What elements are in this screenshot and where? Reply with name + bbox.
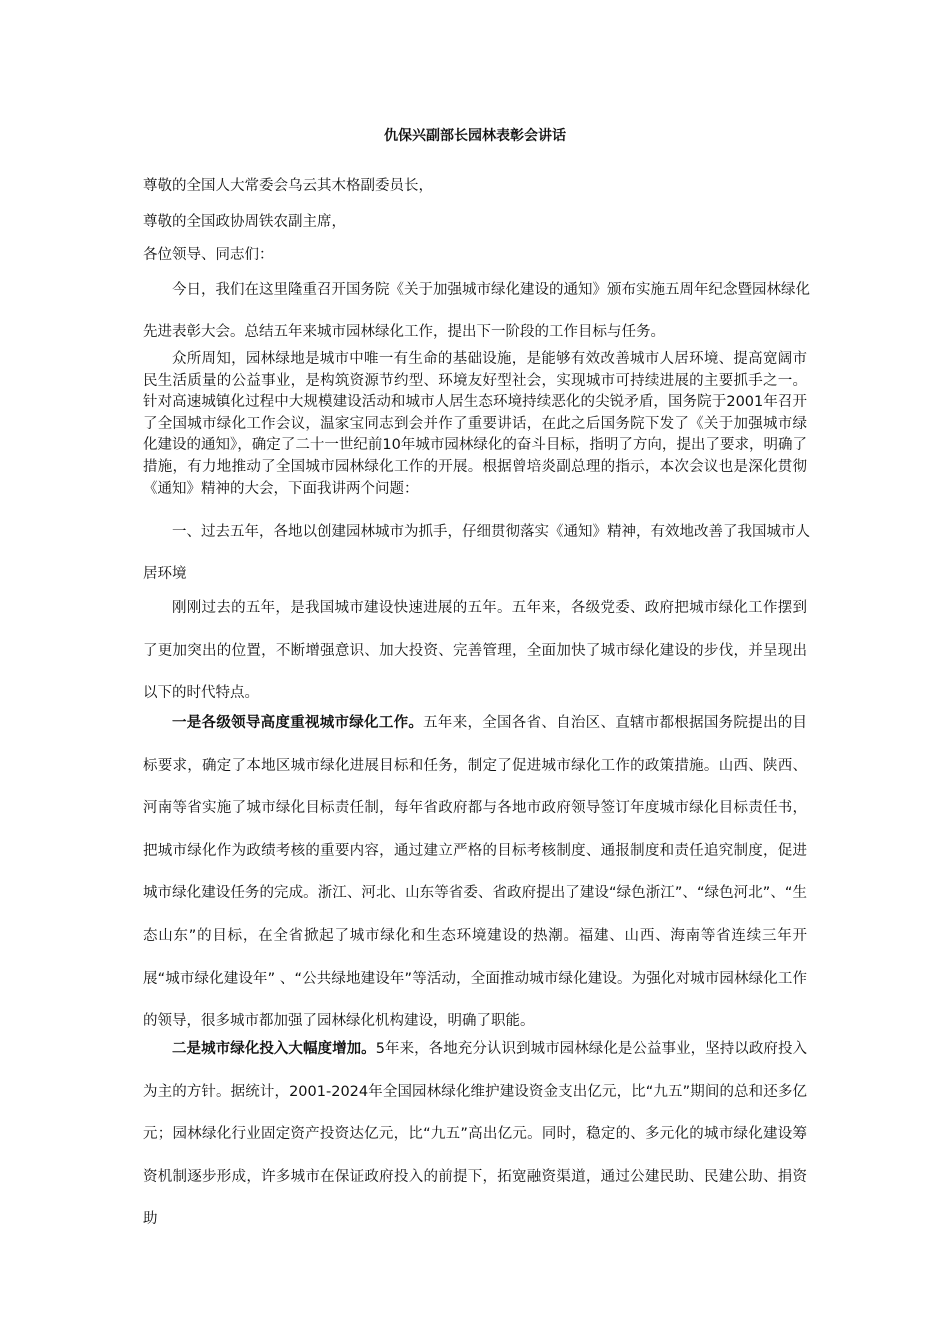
intro-line: 先进表彰大会。总结五年来城市园林绿化工作，提出下一阶段的工作目标与任务。 (143, 324, 665, 340)
point-two-paragraph (143, 1028, 807, 1241)
salutation-line: 尊敬的全国政协周铁农副主席， (143, 214, 346, 230)
past-five-years-paragraph: 刚刚过去的五年，是我国城市建设快速进展的五年。五年来，各级党委、政府把城市绿化工作摆到了更加突出的位置，不断增强意识、加大投资、完善管理，全面加快了城市绿化建设的步伐，并呈现出以下的时代特点。 (143, 600, 807, 702)
document-title: 仇保兴副部长园林表彰会讲话 (384, 128, 566, 144)
point-one-text: 五年来，全国各省、自治区、直辖市都根据国务院提出的目标要求，确定了本地区城市绿化进展目标和任务，制定了促进城市绿化工作的政策措施。山西、陕西、河南等省实施了城市绿化目标责任制，每年省政府都与各地市政府领导签订年度城市绿化目标责任书，把城市绿化作为政绩考核的重要内容，通过建立严格的目标考核制度、通报制度和责任追究制度，促进城市绿化建设任务的完成。浙江、河北、山东等省委、省政府提出了建设“绿色浙江”、“绿色河北”、“生态山东”的目标，在全省掀起了城市绿化和生态环境建设的热潮。福建、山西、海南等省连续三年开展“城市绿化建设年” 、“公共绿地建设年”等活动，全面推动城市绿化建设。为强化对城市园林绿化工作的领导，很多城市都加强了园林绿化机构建设，明确了职能。 (143, 715, 807, 1030)
point-two-lead: 二是城市绿化投入大幅度增加。 (172, 1041, 376, 1057)
intro-line: 今日，我们在这里隆重召开国务院《关于加强城市绿化建设的通知》颁布实施五周年纪念暨园林绿化 (172, 282, 810, 298)
salutation-line: 各位领导、同志们： (143, 247, 274, 263)
point-one-lead: 一是各级领导高度重视城市绿化工作。 (172, 715, 424, 731)
salutation-line: 尊敬的全国人大常委会乌云其木格副委员长， (143, 178, 433, 194)
point-one-paragraph (143, 702, 807, 1043)
section-heading-line: 居环境 (143, 566, 187, 582)
section-heading-line: 一、过去五年，各地以创建园林城市为抓手，仔细贯彻落实《通知》精神，有效地改善了我国城市人 (172, 524, 810, 540)
background-paragraph: 众所周知，园林绿地是城市中唯一有生命的基础设施，是能够有效改善城市人居环境、提高宽阔市民生活质量的公益事业，是构筑资源节约型、环境友好型社会，实现城市可持续进展的主要抓手之一。针对高速城镇化过程中大规模建设活动和城市人居生态环境持续恶化的尖锐矛盾，国务院于2001年召开了全国城市绿化工作会议，温家宝同志到会并作了重要讲话，在此之后国务院下发了《关于加强城市绿化建设的通知》，确定了二十一世纪前10年城市园林绿化的奋斗目标，指明了方向，提出了要求，明确了措施，有力地推动了全国城市园林绿化工作的开展。根据曾培炎副总理的指示，本次会议也是深化贯彻《通知》精神的大会，下面我讲两个问题： (143, 351, 807, 497)
point-two-text: 5年来，各地充分认识到城市园林绿化是公益事业，坚持以政府投入为主的方针。据统计，2001-2024年全国园林绿化维护建设资金支出亿元，比“九五”期间的总和还多亿元；园林绿化行业固定资产投资达亿元，比“九五”高出亿元。同时，稳定的、多元化的城市绿化建设筹资机制逐步形成，许多城市在保证政府投入的前提下，拓宽融资渠道，通过公建民助、民建公助、捐资助 (143, 1041, 808, 1228)
